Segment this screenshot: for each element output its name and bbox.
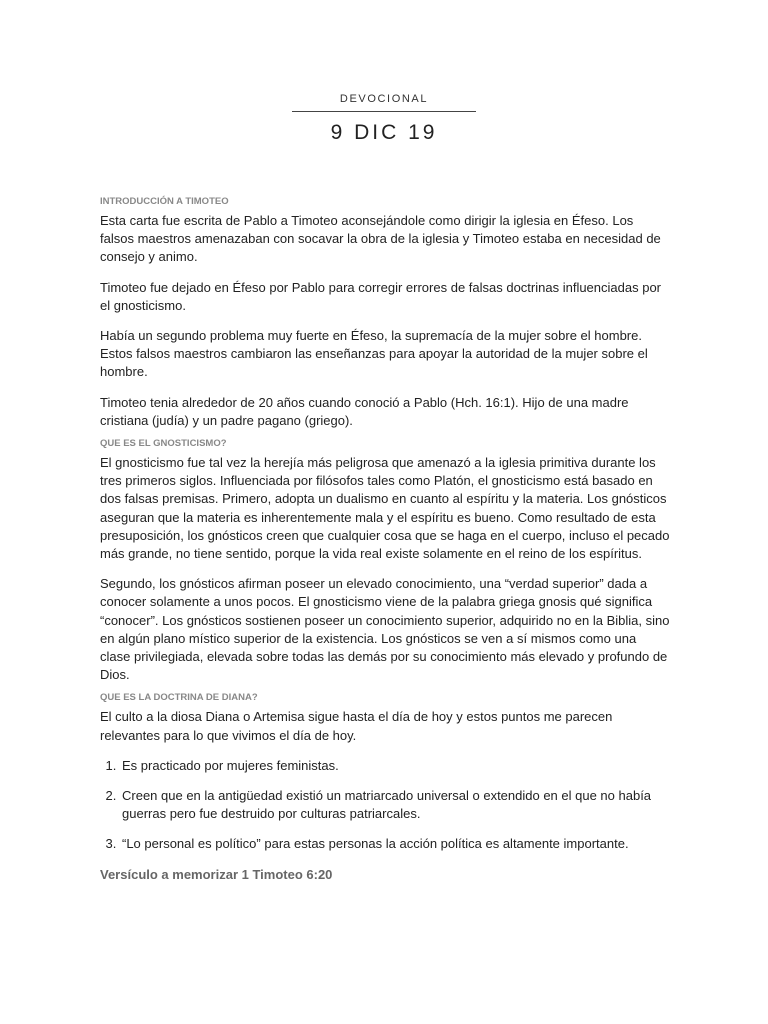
paragraph: El gnosticismo fue tal vez la herejía más peligrosa que amenazó a la iglesia primitiva durante los tres primeros siglos. Influenciada por filósofos tales como Platón, el gnosticismo está basado en dos falsas premisas. Primero, adopta un dualismo en cuanto al espíritu y la materia. Los gnósticos aseguran que la materia es inherentemente mala y el espíritu es bueno. Como resultado de esta presuposición, los gnósticos creen que cualquier cosa que se haga en el cuerpo, incluso el pecado más grande, no tiene sentido, porque la vida real existe solamente en el reino de los espíritus. (100, 455, 670, 562)
kicker-label: DEVOCIONAL (339, 93, 429, 105)
list-item: 1. Es practicado por mujeres feministas. (120, 757, 670, 775)
section-heading-gnosticism: QUE ES EL GNOSTICISMO? (100, 438, 227, 450)
list-item: 2. Creen que en la antigüedad existió un matriarcado universal o extendido en el que no había guerras pero fue destruido por culturas patriarcales. (120, 787, 670, 823)
section-heading-intro: INTRODUCCIÓN A TIMOTEO (100, 196, 229, 207)
numbered-list (100, 757, 670, 854)
paragraph: El culto a la diosa Diana o Artemisa sigue hasta el día de hoy y estos puntos me parecen relevantes para lo que vivimos el día de hoy. (100, 709, 613, 743)
paragraph: Segundo, los gnósticos afirman poseer un elevado conocimiento, una “verdad superior” dada a conocer solamente a unos pocos. El gnosticismo viene de la palabra griega gnosis qué significa “conocer”. Los gnósticos sostienen poseer un conocimiento superior, adquirido no en la Biblia, sino en algún plano místico superior de la existencia. Los gnósticos se ven a sí mismos como una clase privilegiada, elevada sobre todas las demás por su conocimiento más elevado y profundo de Dios. (100, 576, 670, 683)
paragraph: Timoteo fue dejado en Éfeso por Pablo para corregir errores de falsas doctrinas influenciadas por el gnosticismo. (100, 279, 661, 313)
memory-verse: Versículo a memorizar 1 Timoteo 6:20 (100, 866, 333, 882)
page-header (0, 92, 768, 146)
list-item: 3. “Lo personal es político” para estas personas la acción política es altamente importante. (120, 835, 670, 853)
paragraph: Timoteo tenia alrededor de 20 años cuando conoció a Pablo (Hch. 16:1). Hijo de una madre cristiana (judía) y un padre pagano (griego). (100, 394, 629, 428)
header-divider (292, 111, 476, 112)
document-body (100, 196, 670, 884)
page-date: 9 DIC 19 (330, 121, 438, 144)
paragraph: Había un segundo problema muy fuerte en Éfeso, la supremacía de la mujer sobre el hombre. Estos falsos maestros cambiaron las enseñanzas para apoyar la autoridad de la mujer sobre el hombre. (100, 328, 648, 380)
paragraph: Esta carta fue escrita de Pablo a Timoteo aconsejándole como dirigir la iglesia en Éfeso. Los falsos maestros amenazaban con socavar la obra de la iglesia y Timoteo estaba en necesidad de consejo y animo. (100, 213, 661, 265)
section-heading-diana: QUE ES LA DOCTRINA DE DIANA? (100, 692, 258, 704)
